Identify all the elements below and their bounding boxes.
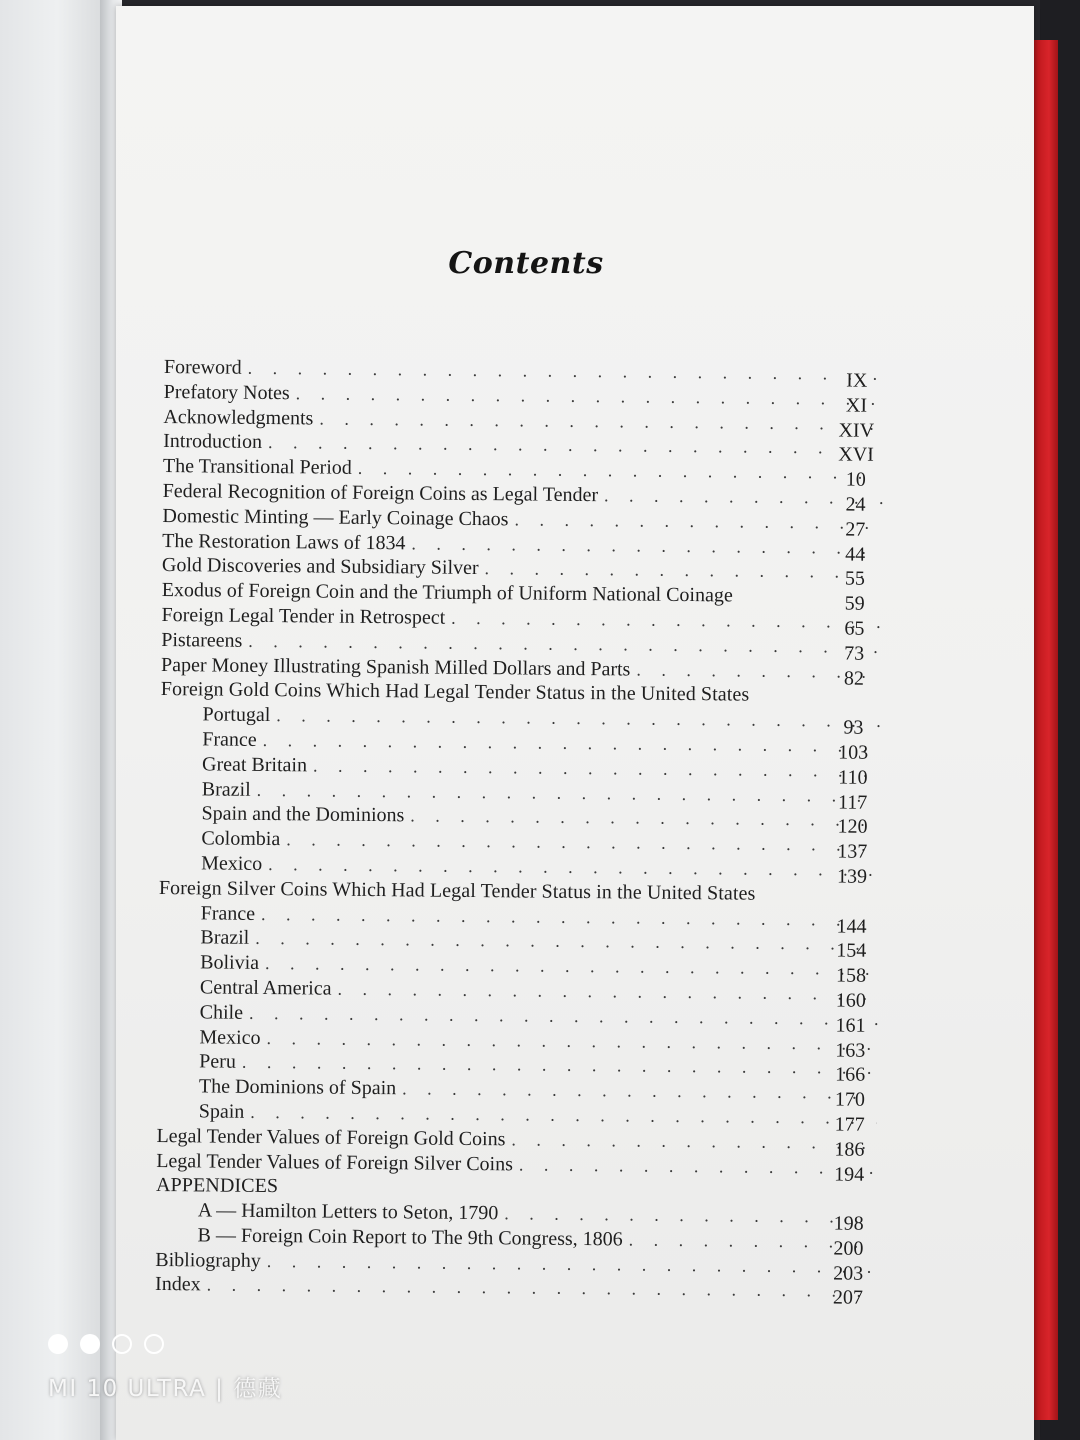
dot-leader [267,1251,876,1278]
toc-page-number: 158 [835,964,867,987]
toc-entry-title: Acknowledgments [163,405,314,430]
dot-leader [313,755,880,781]
toc-entry-title: The Restoration Laws of 1834 [162,529,406,554]
toc-entry-title: Gold Discoveries and Subsidiary Silver [161,554,479,580]
dot-leader [284,1192,876,1198]
hollow-circle-icon [144,1334,164,1354]
toc-page-number: 186 [834,1138,865,1161]
dot-leader [268,432,883,459]
toc-page-number: 110 [838,766,868,789]
toc-entry-title: Colombia [201,827,281,851]
toc-entry-title: Paper Money Illustrating Spanish Milled Dollars and Parts [160,653,631,681]
dot-leader [268,854,879,881]
dot-leader [276,705,880,732]
toc-page-number: 203 [833,1262,864,1285]
toc-entry-title: B — Foreign Coin Report to The 9th Congress, 1806 [197,1224,623,1251]
toc-entry-title: Index [154,1273,201,1296]
toc-page-number: 82 [843,667,865,690]
toc-page-number: 59 [844,592,865,615]
toc-entry-title: Mexico [199,1025,261,1049]
toc-page-number: 117 [838,791,868,814]
toc-entry-title: Domestic Minting — Early Coinage Chaos [162,504,509,531]
dot-leader [484,558,882,583]
toc-page-number: 207 [832,1286,864,1310]
dot-leader [207,1275,876,1302]
dot-leader [257,779,880,806]
toc-entry-title: Central America [199,976,332,1000]
dot-leader [504,1203,876,1228]
toc-page-number: 24 [845,493,866,516]
dot-leader [296,383,884,410]
toc-entry-title: Great Britain [201,753,308,777]
dot-leader [250,1102,877,1129]
toc-entry-title: APPENDICES [155,1174,279,1198]
dot-leader [514,509,882,534]
dot-leader [249,1003,878,1030]
dot-leader [761,899,878,900]
toc-page-number: 160 [835,989,866,1012]
contents-page [116,6,1034,1440]
dot-leader [411,533,882,559]
toc-entry-title: Exodus of Foreign Coin and the Triumph of Uniform National Coinage [161,579,733,607]
toc-entry-title: A — Hamilton Letters to Seton, 1790 [197,1199,499,1225]
toc-page-number: 137 [837,840,868,863]
toc-page-number: 93 [843,716,864,739]
toc-page-number: 198 [833,1212,864,1235]
toc-entry-title: Mexico [201,852,263,875]
toc-entry-title: Foreword [163,356,242,379]
toc-entry-title: Brazil [201,777,251,801]
toc-page-number: XI [845,394,868,417]
toc-entry-title: The Dominions of Spain [198,1075,397,1100]
toc-entry-title: Bolivia [200,951,260,975]
toc-entry-title: Brazil [200,926,250,950]
toc-page-number: 139 [836,865,868,888]
toc-entry-title: Spain and the Dominions [201,802,405,827]
dot-leader [451,608,881,633]
toc-page-number: 161 [835,1014,866,1037]
dot-leader [358,458,883,484]
dot-leader [402,1078,877,1104]
dot-leader [266,1028,877,1055]
toc-page-number: 170 [834,1088,865,1111]
toc-entry-title: Peru [199,1050,237,1074]
toc-page-number: 154 [836,939,867,963]
toc-entry-title: Chile [199,1001,244,1024]
toc-entry-title: Foreign Gold Coins Which Had Legal Tender Status in the United States [160,678,750,706]
toc-page-number: 200 [833,1237,864,1260]
dot-leader [337,979,878,1005]
toc-page-number: 10 [845,468,866,491]
toc-page-number: IX [846,369,868,392]
dot-leader [261,903,879,930]
dot-leader [242,1052,878,1079]
toc-entry-title: Foreign Legal Tender in Retrospect [161,603,446,629]
toc-entry-title: Portugal [202,703,271,727]
toc-entry-title: Legal Tender Values of Foreign Gold Coins [156,1124,506,1151]
toc-page-number: 120 [837,815,868,839]
toc-entry-title: Introduction [163,430,263,454]
facing-page [0,0,104,1440]
toc-entry-title: Pistareens [161,628,243,652]
toc-page-number: 65 [844,617,865,640]
filled-circle-icon [48,1334,68,1354]
dot-leader [263,730,881,757]
toc-entry-title: Federal Recognition of Foreign Coins as Legal Tender [162,479,599,507]
toc-page-number: XIV [838,419,875,442]
toc-entry-title: Prefatory Notes [163,380,290,405]
toc-page-number: 27 [845,518,866,541]
camera-watermark [48,1334,282,1403]
dot-leader [410,806,879,832]
toc-entry-title: Foreign Silver Coins Which Had Legal Tender Status in the United States [158,876,756,905]
watermark-text: MI 10 ULTRA | 德藏 [48,1376,283,1402]
toc-entry-title: France [202,728,257,751]
dot-leader [286,829,879,856]
dot-leader [248,358,884,385]
toc-page-number: 194 [834,1162,865,1186]
dot-leader [755,701,880,702]
dot-leader [255,928,878,955]
toc-entry-title: Legal Tender Values of Foreign Silver Coins [156,1149,514,1175]
toc-page-number: XVI [838,443,874,467]
dot-leader [248,631,881,658]
page-title: Contents [448,246,604,281]
toc-page-number: 44 [845,543,866,566]
table-of-contents [154,356,884,1310]
watermark-dots [48,1334,282,1354]
toc-page-number: 144 [836,915,867,938]
hollow-circle-icon [112,1334,132,1354]
toc-page-number: 166 [835,1063,866,1087]
toc-entry-title: The Transitional Period [162,455,352,479]
toc-page-number: 103 [838,741,869,764]
dot-leader [265,953,878,980]
toc-entry-title: Bibliography [155,1248,261,1272]
toc-page-number: 55 [844,567,865,591]
toc-entry-title: Spain [198,1100,245,1123]
toc-page-number: 73 [844,642,865,665]
dot-leader [319,408,883,434]
toc-page-number: 163 [835,1038,866,1062]
toc-page-number: 177 [834,1113,865,1136]
toc-entry-title: France [200,901,256,925]
filled-circle-icon [80,1334,100,1354]
